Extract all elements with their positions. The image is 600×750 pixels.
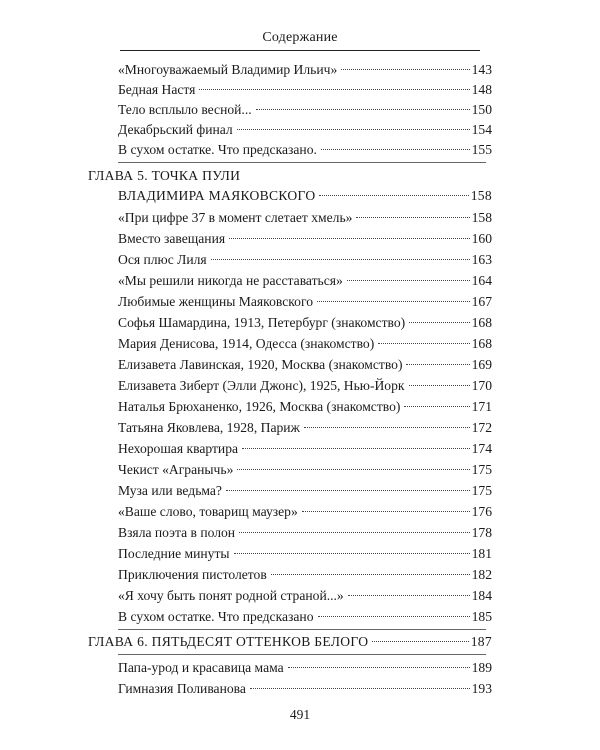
- toc-entry[interactable]: [118, 607, 492, 627]
- toc-entry-title: Вместо завещания: [118, 231, 226, 246]
- toc-entry-title: Мария Денисова, 1914, Одесса (знакомство): [118, 336, 375, 351]
- dot-leader: [226, 490, 470, 491]
- toc-entry-title: Софья Шамардина, 1913, Петербург (знакомство): [118, 315, 406, 330]
- toc-entry-title: «Многоуважаемый Владимир Ильич»: [118, 62, 338, 77]
- toc-entry[interactable]: [118, 271, 492, 291]
- dot-leader: [356, 217, 469, 218]
- toc-entry-page: 174: [471, 441, 492, 456]
- toc-entry-title: «Ваше слово, товарищ маузер»: [118, 504, 298, 519]
- chapter-5-heading[interactable]: ГЛАВА 5. ТОЧКА ПУЛИ: [88, 168, 241, 183]
- toc-entry-title: Приключения пистолетов: [118, 567, 267, 582]
- toc-entry-page: 168: [471, 315, 492, 330]
- toc-entry-title: «Я хочу быть понят родной страной...»: [118, 588, 344, 603]
- toc-entry[interactable]: [118, 229, 492, 249]
- toc-entry-title: Декабрьский финал: [118, 122, 233, 137]
- toc-entry[interactable]: [118, 502, 492, 522]
- toc-entry-page: 160: [471, 231, 492, 246]
- toc-entry[interactable]: [118, 120, 492, 140]
- toc-entry[interactable]: [118, 586, 492, 606]
- toc-entry[interactable]: [118, 334, 492, 354]
- toc-entry-title: Любимые женщины Маяковского: [118, 294, 314, 309]
- toc-entry-page: 182: [471, 567, 492, 582]
- toc-entry-page: 172: [471, 420, 492, 435]
- dot-leader: [341, 69, 469, 70]
- toc-entry-page: 167: [471, 294, 492, 309]
- toc-entry-page: 168: [471, 336, 492, 351]
- toc-entry[interactable]: [118, 60, 492, 80]
- chapter-5-heading-continued[interactable]: [118, 186, 492, 206]
- section-rule: [118, 654, 486, 655]
- dot-leader: [237, 469, 469, 470]
- toc-entry-title: Нехорошая квартира: [118, 441, 239, 456]
- dot-leader: [318, 616, 470, 617]
- toc-entry[interactable]: [118, 481, 492, 501]
- toc-entry[interactable]: [118, 397, 492, 417]
- dot-leader: [404, 406, 469, 407]
- toc-entry[interactable]: [118, 658, 492, 678]
- toc-entry-title: Взяла поэта в полон: [118, 525, 236, 540]
- dot-leader: [304, 427, 470, 428]
- dot-leader: [347, 280, 470, 281]
- toc-entry-page: 150: [471, 102, 492, 117]
- dot-leader: [409, 322, 469, 323]
- toc-entry-title: Ося плюс Лиля: [118, 252, 207, 267]
- toc-entry-title: В сухом остатке. Что предсказано: [118, 609, 314, 624]
- toc-entry[interactable]: [118, 292, 492, 312]
- toc-entry-page: 163: [471, 252, 492, 267]
- toc-entry[interactable]: [118, 565, 492, 585]
- toc-entry-title: Тело всплыло весной...: [118, 102, 252, 117]
- chapter-6-heading[interactable]: [88, 632, 492, 652]
- toc-entry[interactable]: [118, 208, 492, 228]
- toc-entry-page: 169: [471, 357, 492, 372]
- toc-entry[interactable]: [118, 80, 492, 100]
- dot-leader: [288, 667, 470, 668]
- dot-leader: [319, 195, 468, 196]
- toc-entry-title: «При цифре 37 в момент слетает хмель»: [118, 210, 353, 225]
- dot-leader: [234, 553, 470, 554]
- toc-entry[interactable]: [118, 250, 492, 270]
- toc-entry[interactable]: [118, 544, 492, 564]
- section-rule: [118, 629, 486, 630]
- toc-entry[interactable]: [118, 679, 492, 699]
- chapter-title: ВЛАДИМИРА МАЯКОВСКОГО: [118, 188, 316, 203]
- dot-leader: [378, 343, 469, 344]
- toc-entry-title: Папа-урод и красавица мама: [118, 660, 284, 675]
- chapter-title: ГЛАВА 6. ПЯТЬДЕСЯТ ОТТЕНКОВ БЕЛОГО: [88, 634, 369, 649]
- dot-leader: [250, 688, 470, 689]
- toc-entry-title: Наталья Брюханенко, 1926, Москва (знакомство): [118, 399, 401, 414]
- toc-entry-title: Елизавета Лавинская, 1920, Москва (знакомство): [118, 357, 403, 372]
- toc-entry[interactable]: [118, 100, 492, 120]
- toc-entry[interactable]: [118, 439, 492, 459]
- toc-entry-page: 193: [471, 681, 492, 696]
- toc-entry[interactable]: [118, 376, 492, 396]
- toc-entry-page: 178: [471, 525, 492, 540]
- dot-leader: [406, 364, 469, 365]
- dot-leader: [242, 448, 470, 449]
- toc-entry[interactable]: [118, 460, 492, 480]
- toc-entry-page: 164: [471, 273, 492, 288]
- dot-leader: [239, 532, 470, 533]
- toc-entry-page: 189: [471, 660, 492, 675]
- toc-entry-page: 185: [471, 609, 492, 624]
- dot-leader: [317, 301, 470, 302]
- toc-entry-title: Елизавета Зиберт (Элли Джонс), 1925, Нью-Йорк: [118, 378, 405, 393]
- toc-entry-page: 175: [471, 462, 492, 477]
- toc-entry-page: 148: [471, 82, 492, 97]
- dot-leader: [321, 149, 470, 150]
- toc-entry-title: Бедная Настя: [118, 82, 196, 97]
- toc-entry-page: 175: [471, 483, 492, 498]
- dot-leader: [372, 641, 468, 642]
- chapter-page: 187: [470, 634, 492, 649]
- toc-entry-title: Татьяна Яковлева, 1928, Париж: [118, 420, 300, 435]
- section-rule: [118, 162, 486, 163]
- dot-leader: [211, 259, 470, 260]
- toc-entry[interactable]: [118, 313, 492, 333]
- toc-entry-page: 184: [471, 588, 492, 603]
- toc-entry-page: 176: [471, 504, 492, 519]
- toc-entry-page: 171: [471, 399, 492, 414]
- toc-entry-page: 181: [471, 546, 492, 561]
- toc-entry-title: В сухом остатке. Что предсказано.: [118, 142, 317, 157]
- toc-entry-title: Муза или ведьма?: [118, 483, 222, 498]
- dot-leader: [237, 129, 470, 130]
- toc-entry-title: Последние минуты: [118, 546, 230, 561]
- toc-entry-title: Гимназия Поливанова: [118, 681, 246, 696]
- running-title: Содержание: [262, 30, 338, 45]
- toc-entry-page: 143: [471, 62, 492, 77]
- toc-entry[interactable]: [118, 140, 492, 160]
- toc-entry[interactable]: [118, 523, 492, 543]
- chapter-page: 158: [470, 188, 492, 203]
- toc-entry-title: «Мы решили никогда не расставаться»: [118, 273, 343, 288]
- dot-leader: [348, 595, 470, 596]
- toc-entry-page: 158: [471, 210, 492, 225]
- dot-leader: [302, 511, 470, 512]
- page-number: 491: [289, 707, 311, 722]
- dot-leader: [256, 109, 470, 110]
- dot-leader: [271, 574, 470, 575]
- dot-leader: [199, 89, 469, 90]
- toc-entry[interactable]: [118, 418, 492, 438]
- header-rule: [120, 50, 480, 51]
- toc-entry[interactable]: [118, 355, 492, 375]
- dot-leader: [229, 238, 469, 239]
- toc-entry-page: 155: [471, 142, 492, 157]
- toc-entry-page: 154: [471, 122, 492, 137]
- toc-entry-page: 170: [471, 378, 492, 393]
- dot-leader: [409, 385, 470, 386]
- toc-entry-title: Чекист «Агранычь»: [118, 462, 234, 477]
